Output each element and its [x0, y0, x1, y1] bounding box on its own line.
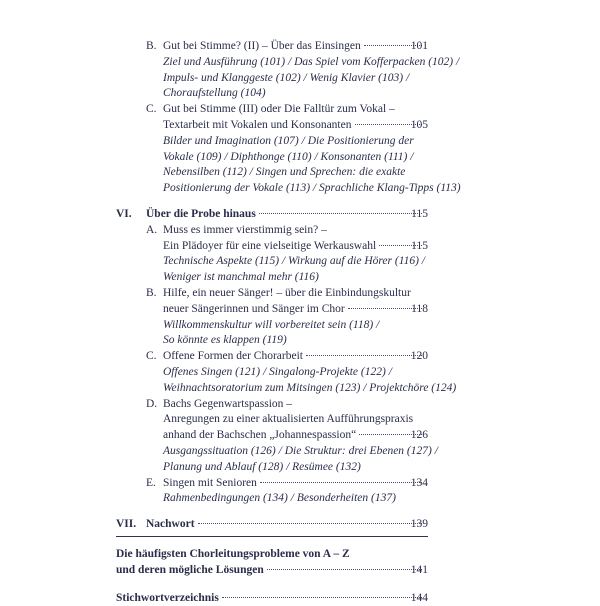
toc-subentries: Positionierung der Vokale (113) / Sprachliche Klang-Tipps (113)	[163, 182, 461, 194]
toc-subentries: Nebensilben (112) / Singen und Sprechen: die exakte	[163, 166, 406, 178]
entry-title: Bachs Gegenwartspassion –	[163, 398, 293, 410]
toc-chapter	[0, 516, 600, 532]
entry-letter: C.	[146, 350, 157, 362]
entry-letter: E.	[146, 477, 156, 489]
toc-subentries: Rahmenbedingungen (134) / Besonderheiten (137)	[163, 492, 396, 504]
toc-entry-continued: Textarbeit mit Vokalen und Konsonanten 105	[163, 119, 428, 131]
page-number: 115	[411, 240, 428, 252]
toc-entry	[0, 285, 600, 301]
entry-title: Singen mit Senioren	[163, 477, 257, 489]
dot-leader	[222, 597, 422, 598]
page-number: 144	[410, 592, 428, 604]
entry-title: Muss es immer vierstimmig sein? –	[163, 224, 327, 236]
page-number: 141	[410, 564, 428, 576]
page-number: 101	[410, 40, 428, 52]
entry-title: Gut bei Stimme (III) oder Die Falltür zum Vokal –	[163, 103, 395, 115]
toc-subentries: Bilder und Imagination (107) / Die Positionierung der	[163, 135, 414, 147]
page-number: 115	[411, 208, 428, 220]
toc-subentries: Ziel und Ausführung (101) / Das Spiel vom Kofferpacken (102) /	[163, 56, 460, 68]
entry-letter: B.	[146, 287, 157, 299]
toc-appendix-entry: Die häufigsten Chorleitungsprobleme von A – Z	[116, 548, 350, 560]
entry-title: Hilfe, ein neuer Sänger! – über die Einbindungskultur	[163, 287, 411, 299]
entry-letter: A.	[146, 224, 158, 236]
page-number: 120	[410, 350, 428, 362]
toc-index-entry: Stichwortverzeichnis 144	[116, 592, 428, 604]
toc-chapter	[0, 206, 600, 222]
toc-subentries: Weniger ist manchmal mehr (116)	[163, 271, 319, 283]
toc-entry	[0, 348, 600, 364]
dot-leader	[260, 482, 422, 483]
dot-leader	[267, 569, 422, 570]
page-number: 126	[410, 429, 428, 441]
toc-entry	[0, 475, 600, 491]
toc-subentries: Weihnachtsoratorium zum Mitsingen (123) / Projektchöre (124)	[163, 382, 457, 394]
chapter-number: VII.	[116, 518, 137, 530]
toc-entry-continued: neuer Sängerinnen und Sänger im Chor 118	[163, 303, 428, 315]
toc-subentries: Vokale (109) / Diphthonge (110) / Konsonanten (111) /	[163, 151, 414, 163]
toc-subentries: Willkommenskultur will vorbereitet sein (118) /	[163, 319, 380, 331]
toc-subentries: Technische Aspekte (115) / Wirkung auf die Hörer (116) /	[163, 255, 426, 267]
dot-leader	[306, 355, 422, 356]
toc-entry	[0, 101, 600, 117]
toc-entry	[0, 222, 600, 238]
toc-subentries: So könnte es klappen (119)	[163, 334, 287, 346]
toc-entry-continued: Ein Plädoyer für eine vielseitige Werkauswahl 115	[163, 240, 428, 252]
toc-subentries: Impuls- und Klanggeste (102) / Wenig Klavier (103) /	[163, 72, 410, 84]
entry-letter: C.	[146, 103, 157, 115]
page-number: 134	[410, 477, 428, 489]
chapter-title: Nachwort	[146, 518, 195, 530]
toc-subentries: Ausgangssituation (126) / Die Struktur: drei Ebenen (127) /	[163, 445, 438, 457]
toc-entry	[0, 396, 600, 412]
entry-letter: D.	[146, 398, 158, 410]
chapter-number: VI.	[116, 208, 132, 220]
toc-subentries: Planung und Ablauf (128) / Resümee (132)	[163, 461, 361, 473]
toc-appendix-entry-continued: und deren mögliche Lösungen 141	[116, 564, 428, 576]
entry-letter: B.	[146, 40, 157, 52]
toc-subentries: Choraufstellung (104)	[163, 87, 266, 99]
page-number: 139	[410, 518, 428, 530]
page-number: 118	[411, 303, 428, 315]
toc-entry	[0, 38, 600, 54]
toc-entry-continued: anhand der Bachschen „Johannespassion“ 126	[163, 429, 428, 441]
entry-title: Gut bei Stimme? (II) – Über das Einsingen	[163, 40, 361, 52]
entry-title: Offene Formen der Chorarbeit	[163, 350, 303, 362]
toc-subentries: Offenes Singen (121) / Singalong-Projekte (122) /	[163, 366, 392, 378]
section-divider	[116, 536, 428, 537]
chapter-title: Über die Probe hinaus	[146, 208, 256, 220]
dot-leader	[259, 213, 422, 214]
page-number: 105	[410, 119, 428, 131]
dot-leader	[198, 523, 422, 524]
toc-entry-continued: Anregungen zu einer aktualisierten Aufführungspraxis	[163, 413, 414, 425]
